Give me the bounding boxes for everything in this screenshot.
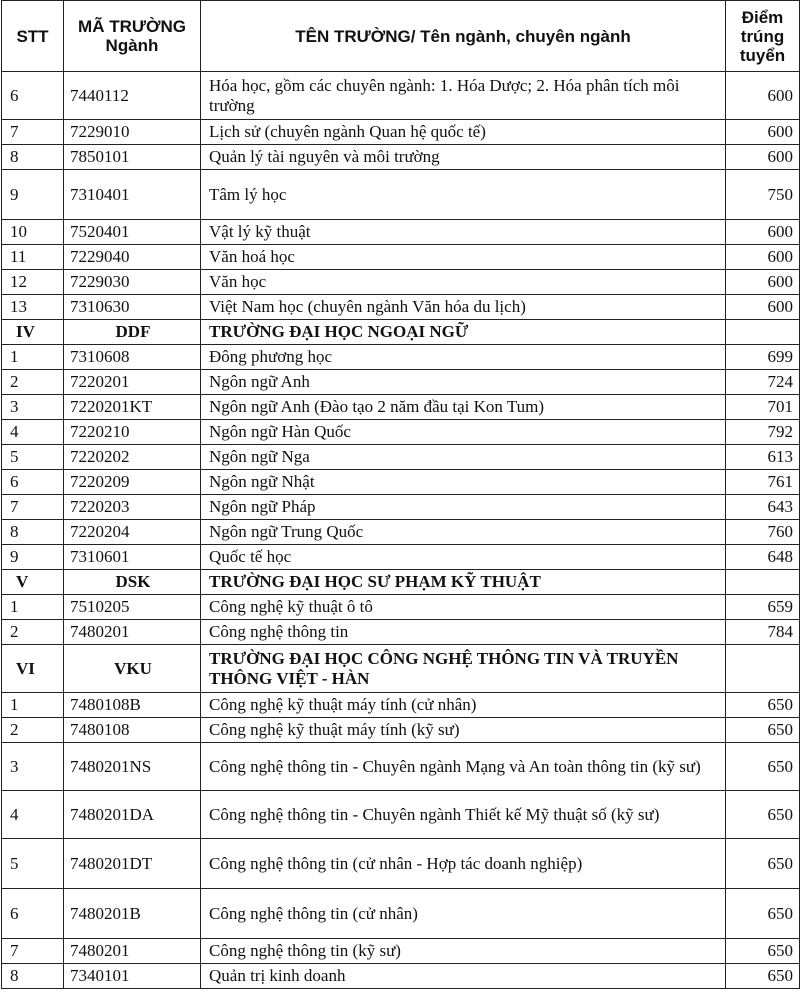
code-cell: VKU <box>64 645 201 693</box>
table-row <box>2 693 800 718</box>
stt-cell: 1 <box>2 693 64 718</box>
name-cell: Ngôn ngữ Nhật <box>201 470 726 495</box>
code-cell: 7480201 <box>64 620 201 645</box>
table-row <box>2 595 800 620</box>
code-cell: 7480201 <box>64 939 201 964</box>
score-cell: 650 <box>726 718 800 743</box>
name-cell: Tâm lý học <box>201 170 726 220</box>
score-cell: 650 <box>726 839 800 889</box>
score-cell: 600 <box>726 220 800 245</box>
stt-cell: 3 <box>2 743 64 791</box>
name-cell: TRƯỜNG ĐẠI HỌC SƯ PHẠM KỸ THUẬT <box>201 570 726 595</box>
table-row <box>2 791 800 839</box>
table-row <box>2 170 800 220</box>
table-row <box>2 839 800 889</box>
table-row <box>2 743 800 791</box>
name-cell: Công nghệ thông tin (kỹ sư) <box>201 939 726 964</box>
name-cell: Quốc tế học <box>201 545 726 570</box>
score-cell: 650 <box>726 791 800 839</box>
table-row <box>2 939 800 964</box>
code-cell: 7220209 <box>64 470 201 495</box>
code-cell: 7220201KT <box>64 395 201 420</box>
name-cell: TRƯỜNG ĐẠI HỌC CÔNG NGHỆ THÔNG TIN VÀ TRUYỀN THÔNG VIỆT - HÀN <box>201 645 726 693</box>
name-cell: Quản lý tài nguyên và môi trường <box>201 145 726 170</box>
section-row <box>2 645 800 693</box>
table-body <box>2 72 800 989</box>
table-row <box>2 545 800 570</box>
code-cell: 7510205 <box>64 595 201 620</box>
stt-cell: 5 <box>2 445 64 470</box>
code-cell: 7480201B <box>64 889 201 939</box>
score-cell: 650 <box>726 964 800 989</box>
score-cell: 600 <box>726 295 800 320</box>
header-score: Điểm trúng tuyển <box>726 1 800 72</box>
score-cell: 600 <box>726 270 800 295</box>
name-cell: Hóa học, gồm các chuyên ngành: 1. Hóa Dược; 2. Hóa phân tích môi trường <box>201 72 726 120</box>
score-cell <box>726 570 800 595</box>
score-cell: 699 <box>726 345 800 370</box>
table-row <box>2 245 800 270</box>
stt-cell: 2 <box>2 370 64 395</box>
table-row <box>2 270 800 295</box>
name-cell: Ngôn ngữ Hàn Quốc <box>201 420 726 445</box>
stt-cell: 8 <box>2 145 64 170</box>
stt-cell: 9 <box>2 170 64 220</box>
code-cell: 7229010 <box>64 120 201 145</box>
header-code: MÃ TRƯỜNG Ngành <box>64 1 201 72</box>
score-cell: 600 <box>726 120 800 145</box>
code-cell: DSK <box>64 570 201 595</box>
name-cell: Công nghệ thông tin - Chuyên ngành Mạng và An toàn thông tin (kỹ sư) <box>201 743 726 791</box>
code-cell: 7310608 <box>64 345 201 370</box>
name-cell: Vật lý kỹ thuật <box>201 220 726 245</box>
code-cell: 7520401 <box>64 220 201 245</box>
code-cell: 7229030 <box>64 270 201 295</box>
code-cell: 7310601 <box>64 545 201 570</box>
stt-cell: 3 <box>2 395 64 420</box>
stt-cell: 8 <box>2 964 64 989</box>
table-row <box>2 295 800 320</box>
table-row <box>2 470 800 495</box>
stt-cell: 10 <box>2 220 64 245</box>
stt-cell: V <box>2 570 64 595</box>
code-cell: 7850101 <box>64 145 201 170</box>
stt-cell: IV <box>2 320 64 345</box>
code-cell: 7480108B <box>64 693 201 718</box>
score-cell: 600 <box>726 145 800 170</box>
score-cell: 650 <box>726 939 800 964</box>
stt-cell: 2 <box>2 718 64 743</box>
stt-cell: 13 <box>2 295 64 320</box>
score-cell: 600 <box>726 245 800 270</box>
code-cell: 7480201DT <box>64 839 201 889</box>
name-cell: Ngôn ngữ Pháp <box>201 495 726 520</box>
header-stt: STT <box>2 1 64 72</box>
score-cell: 650 <box>726 693 800 718</box>
table-row <box>2 445 800 470</box>
stt-cell: 1 <box>2 345 64 370</box>
name-cell: Công nghệ thông tin (cử nhân - Hợp tác doanh nghiệp) <box>201 839 726 889</box>
stt-cell: 4 <box>2 791 64 839</box>
score-cell: 724 <box>726 370 800 395</box>
name-cell: Công nghệ kỹ thuật ô tô <box>201 595 726 620</box>
name-cell: Công nghệ kỹ thuật máy tính (cử nhân) <box>201 693 726 718</box>
table-row <box>2 889 800 939</box>
stt-cell: 7 <box>2 495 64 520</box>
score-cell: 659 <box>726 595 800 620</box>
score-cell: 701 <box>726 395 800 420</box>
name-cell: Lịch sử (chuyên ngành Quan hệ quốc tế) <box>201 120 726 145</box>
table-row <box>2 220 800 245</box>
code-cell: 7220204 <box>64 520 201 545</box>
table-row <box>2 345 800 370</box>
stt-cell: 6 <box>2 470 64 495</box>
code-cell: 7220203 <box>64 495 201 520</box>
name-cell: Công nghệ thông tin (cử nhân) <box>201 889 726 939</box>
table-row <box>2 72 800 120</box>
code-cell: 7220201 <box>64 370 201 395</box>
section-row <box>2 570 800 595</box>
header-row <box>2 1 800 72</box>
name-cell: Ngôn ngữ Nga <box>201 445 726 470</box>
stt-cell: 12 <box>2 270 64 295</box>
score-cell: 650 <box>726 889 800 939</box>
score-cell: 784 <box>726 620 800 645</box>
name-cell: Quản trị kinh doanh <box>201 964 726 989</box>
header-name: TÊN TRƯỜNG/ Tên ngành, chuyên ngành <box>201 1 726 72</box>
score-cell: 613 <box>726 445 800 470</box>
stt-cell: 8 <box>2 520 64 545</box>
table-row <box>2 145 800 170</box>
stt-cell: 1 <box>2 595 64 620</box>
score-cell: 760 <box>726 520 800 545</box>
code-cell: 7440112 <box>64 72 201 120</box>
table-row <box>2 718 800 743</box>
stt-cell: 4 <box>2 420 64 445</box>
code-cell: 7340101 <box>64 964 201 989</box>
score-cell <box>726 645 800 693</box>
code-cell: 7310401 <box>64 170 201 220</box>
score-cell: 643 <box>726 495 800 520</box>
score-cell: 600 <box>726 72 800 120</box>
code-cell: 7480201DA <box>64 791 201 839</box>
table-row <box>2 420 800 445</box>
score-cell: 792 <box>726 420 800 445</box>
stt-cell: 6 <box>2 72 64 120</box>
code-cell: 7220202 <box>64 445 201 470</box>
score-cell: 761 <box>726 470 800 495</box>
name-cell: Ngôn ngữ Trung Quốc <box>201 520 726 545</box>
table-row <box>2 495 800 520</box>
name-cell: Ngôn ngữ Anh <box>201 370 726 395</box>
name-cell: TRƯỜNG ĐẠI HỌC NGOẠI NGỮ <box>201 320 726 345</box>
section-row <box>2 320 800 345</box>
name-cell: Công nghệ thông tin <box>201 620 726 645</box>
code-cell: 7229040 <box>64 245 201 270</box>
name-cell: Công nghệ thông tin - Chuyên ngành Thiết kế Mỹ thuật số (kỹ sư) <box>201 791 726 839</box>
score-cell: 648 <box>726 545 800 570</box>
stt-cell: 7 <box>2 120 64 145</box>
table-row <box>2 520 800 545</box>
name-cell: Văn học <box>201 270 726 295</box>
stt-cell: 9 <box>2 545 64 570</box>
code-cell: 7310630 <box>64 295 201 320</box>
stt-cell: 11 <box>2 245 64 270</box>
code-cell: 7480201NS <box>64 743 201 791</box>
table-row <box>2 620 800 645</box>
stt-cell: VI <box>2 645 64 693</box>
stt-cell: 2 <box>2 620 64 645</box>
score-cell: 750 <box>726 170 800 220</box>
name-cell: Đông phương học <box>201 345 726 370</box>
score-cell: 650 <box>726 743 800 791</box>
name-cell: Ngôn ngữ Anh (Đào tạo 2 năm đầu tại Kon Tum) <box>201 395 726 420</box>
code-cell: DDF <box>64 320 201 345</box>
name-cell: Công nghệ kỹ thuật máy tính (kỹ sư) <box>201 718 726 743</box>
stt-cell: 6 <box>2 889 64 939</box>
table-row <box>2 964 800 989</box>
stt-cell: 5 <box>2 839 64 889</box>
stt-cell: 7 <box>2 939 64 964</box>
code-cell: 7220210 <box>64 420 201 445</box>
name-cell: Văn hoá học <box>201 245 726 270</box>
name-cell: Việt Nam học (chuyên ngành Văn hóa du lịch) <box>201 295 726 320</box>
code-cell: 7480108 <box>64 718 201 743</box>
table-row <box>2 120 800 145</box>
table-row <box>2 370 800 395</box>
table-row <box>2 395 800 420</box>
score-cell <box>726 320 800 345</box>
admission-score-table <box>1 0 800 989</box>
